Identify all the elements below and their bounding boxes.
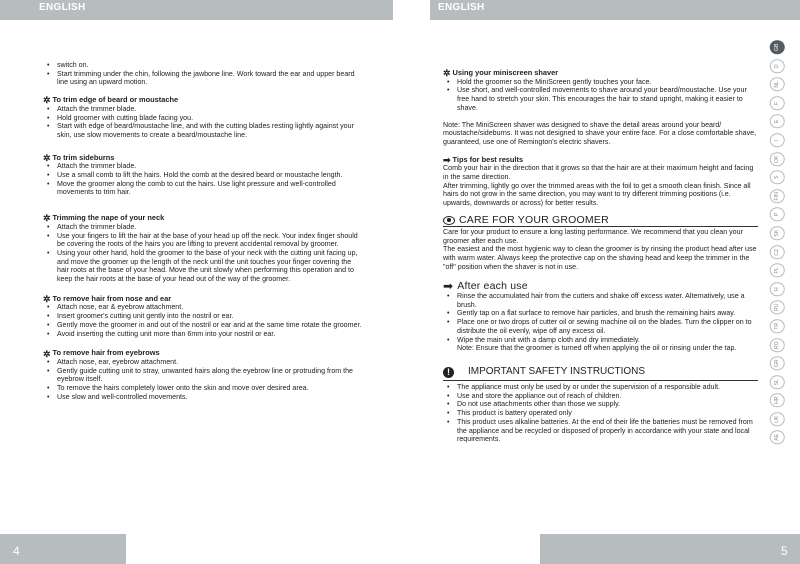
list-item: • Hold groomer with cutting blade facing you. <box>43 114 363 123</box>
list-item: • The appliance must only be used by or under the supervision of a responsible adult. <box>443 383 758 392</box>
language-tab-tr[interactable]: TR <box>770 319 785 333</box>
section-heading-miniscreen: ✲ Using your miniscreen shaver <box>443 68 559 79</box>
list-item: • Wipe the main unit with a damp cloth and dry immediately. <box>443 336 758 345</box>
section-heading-nape: ✲ Trimming the nape of your neck <box>43 213 165 224</box>
right-header-bar <box>430 0 800 20</box>
section-heading-beard-edge: ✲ To trim edge of beard or moustache <box>43 95 179 106</box>
right-header-label: ENGLISH <box>438 2 485 13</box>
language-tab-uk[interactable]: UK <box>770 412 785 426</box>
language-tab-dk[interactable]: DK <box>770 152 785 166</box>
right-footer-bar <box>540 534 800 564</box>
intro-continuation: • switch on. <box>43 61 363 70</box>
sun-icon: ✲ <box>43 213 51 224</box>
left-header-label: ENGLISH <box>39 2 86 13</box>
list-item: • Avoid inserting the cutting unit more than 6mm into your nostril or ear. <box>43 330 363 339</box>
list-item: • Move the groomer along the comb to cut the hairs. Use light pressure and well-controlled movements to trim hair. <box>43 180 363 197</box>
language-tabs <box>770 40 785 449</box>
language-tab-cz[interactable]: CZ <box>770 245 785 259</box>
right-column <box>443 66 758 444</box>
section-heading-tips: ➡ Tips for best results <box>443 154 524 165</box>
list-item: • Using your other hand, hold the groomer to the base of your neck with the cutting unit facing up, and move the groomer up the length of the neck until the unit touches your finger covering the hair roots at the base of your head. Move the unit slowly when performing this operation and to keep the hair roots at the base of your head out of the way of the groomer. <box>43 249 363 284</box>
language-tab-sk[interactable]: SK <box>770 226 785 240</box>
arrow-right-icon: ➡ <box>443 279 454 294</box>
section-heading-nose-ear: ✲ To remove hair from nose and ear <box>43 293 172 305</box>
section-list-nose-ear <box>43 303 363 338</box>
miniscreen-note: Note: The MiniScreen shaver was designed to shave the detail areas around your beard/ moustache/sideburns. It was not designed to shave your entire face. For a close comfortable shave, guaranteed, use one of Remington's electric shavers. <box>443 120 757 146</box>
list-item: • This product is battery operated only <box>443 409 758 418</box>
sun-icon: ✲ <box>43 348 51 359</box>
list-item: • Use short, and well-controlled movements to shave around your beard/moustache. Use your free hand to stretch your skin. This encourages the hair to stand upright, making it easier to shave. <box>443 86 758 112</box>
list-item: • Attach nose, ear & eyebrow attachment. <box>43 303 363 312</box>
list-item: • Hold the groomer so the MiniScreen gently touches your face. <box>443 78 758 87</box>
language-tab-sl[interactable]: SL <box>770 375 785 389</box>
safety-list <box>443 383 758 444</box>
care-paragraph: Care for your product to ensure a long lasting performance. We recommend that you clean your groomer after each use. <box>443 227 743 245</box>
list-item: • This product uses alkaline batteries. At the end of their life the batteries must be removed from the appliance and be recycled or disposed of properly in accordance with your state and local requirements. <box>443 418 758 444</box>
list-item: • Gently move the groomer in and out of the nostril or ear and at the same time rotate the groomer. <box>43 321 363 330</box>
warning-icon: ! <box>443 367 454 378</box>
list-item: • Attach the trimmer blade. <box>43 162 363 171</box>
sun-icon: ✲ <box>43 152 51 163</box>
list-item: • Use your fingers to lift the hair at the base of your head up off the neck. Your index finger should be covering the roots of the hairs you are lifting to prevent accidental removal by groomer. <box>43 232 363 249</box>
section-list-miniscreen <box>443 78 758 113</box>
section-heading-eyebrows: ✲ To remove hair from eyebrows <box>43 348 160 359</box>
language-tab-ae[interactable]: AE <box>770 431 785 445</box>
left-page-number: 4 <box>13 544 20 558</box>
section-list-nape <box>43 223 363 284</box>
language-tab-f[interactable]: F <box>770 96 785 110</box>
left-column <box>43 61 363 402</box>
after-use-note: Note: Ensure that the groomer is turned off when applying the oil or rinsing under the tap. <box>457 344 737 353</box>
language-tab-fin[interactable]: FIN <box>770 189 785 203</box>
list-item: • Attach nose, ear, eyebrow attachment. <box>43 358 363 367</box>
list-item: • Start trimming under the chin, following the jawbone line. Work toward the ear and upper beard line using an upward motion. <box>43 70 363 87</box>
tips-paragraph: Comb your hair in the direction that it grows so that the hair are at their maximum height and facing in the same direction. <box>443 164 754 182</box>
language-tab-d[interactable]: D <box>770 59 785 73</box>
list-item: • Rinse the accumulated hair from the cutters and shake off excess water. Alternatively, use a brush. <box>443 292 758 309</box>
language-tab-ro[interactable]: RO <box>770 338 785 352</box>
language-tab-gr[interactable]: GR <box>770 356 785 370</box>
intro-list <box>43 61 363 87</box>
language-tab-i[interactable]: I <box>770 133 785 147</box>
language-tab-s[interactable]: S <box>770 170 785 184</box>
list-item: • Attach the trimmer blade. <box>43 105 363 114</box>
language-tab-ru[interactable]: RU <box>770 301 785 315</box>
list-item: • Use slow and well-controlled movements. <box>43 393 363 402</box>
arrow-right-icon: ➡ <box>443 154 451 165</box>
list-item: • Place one or two drops of cutter oil or sewing machine oil on the blades. Turn the clipper on to distribute the oil evenly, wipe off any excess oil. <box>443 318 758 335</box>
list-item: • Attach the trimmer blade. <box>43 223 363 232</box>
list-item: • Use and store the appliance out of reach of children. <box>443 392 758 401</box>
language-tab-gb[interactable]: GB <box>770 40 785 54</box>
eye-icon <box>443 216 455 225</box>
section-heading-sideburns: ✲ To trim sideburns <box>43 152 115 163</box>
section-list-beard-edge <box>43 105 363 140</box>
list-item: • Gently tap on a flat surface to remove hair particles, and brush the remaining hairs away. <box>443 309 758 318</box>
safety-heading: ! IMPORTANT SAFETY INSTRUCTIONS <box>443 367 758 381</box>
after-use-heading: ➡ After each use <box>443 279 528 294</box>
list-item: • To remove the hairs completely lower onto the skin and move over desired area. <box>43 384 363 393</box>
list-item: • Insert groomer's cutting unit gently into the nostril or ear. <box>43 312 363 321</box>
language-tab-nl[interactable]: NL <box>770 77 785 91</box>
list-item: • Use a small comb to lift the hairs. Hold the comb at the desired beard or moustache length. <box>43 171 363 180</box>
tips-paragraph: After trimming, lightly go over the trimmed areas with the foil to get a smooth clean finish. Since all hairs do not grow in the same direction, you may want to try different trimming positions (i.e. upwards, downwards or across) for better results. <box>443 181 751 208</box>
language-tab-p[interactable]: P <box>770 208 785 222</box>
language-tab-hr[interactable]: HR <box>770 394 785 408</box>
language-tab-e[interactable]: E <box>770 115 785 129</box>
right-page-number: 5 <box>781 544 788 558</box>
sun-icon: ✲ <box>443 68 451 79</box>
section-list-sideburns <box>43 162 363 197</box>
section-list-eyebrows <box>43 358 363 402</box>
list-item: • Gently guide cutting unit to stray, unwanted hairs along the eyebrow line or protruding from the eyebrow itself. <box>43 367 363 384</box>
language-tab-h[interactable]: H <box>770 282 785 296</box>
care-paragraph: The easiest and the most hygienic way to clean the groomer is by rinsing the product head after use with warm water. Always keep the protective cap on the shaving head and keep the trimmer in the "off" position when the shaver is not in use. <box>443 245 757 271</box>
list-item: • Start with edge of beard/moustache line, and with the cutting blades resting lightly against your skin, use slow movements to create a beard/moustache line. <box>43 122 363 139</box>
sun-icon: ✲ <box>43 294 51 305</box>
list-item: • Do not use attachments other than those we supply. <box>443 400 758 409</box>
sun-icon: ✲ <box>43 95 51 106</box>
language-tab-pl[interactable]: PL <box>770 263 785 277</box>
after-use-list <box>443 292 758 344</box>
care-heading: CARE FOR YOUR GROOMER <box>443 216 758 227</box>
